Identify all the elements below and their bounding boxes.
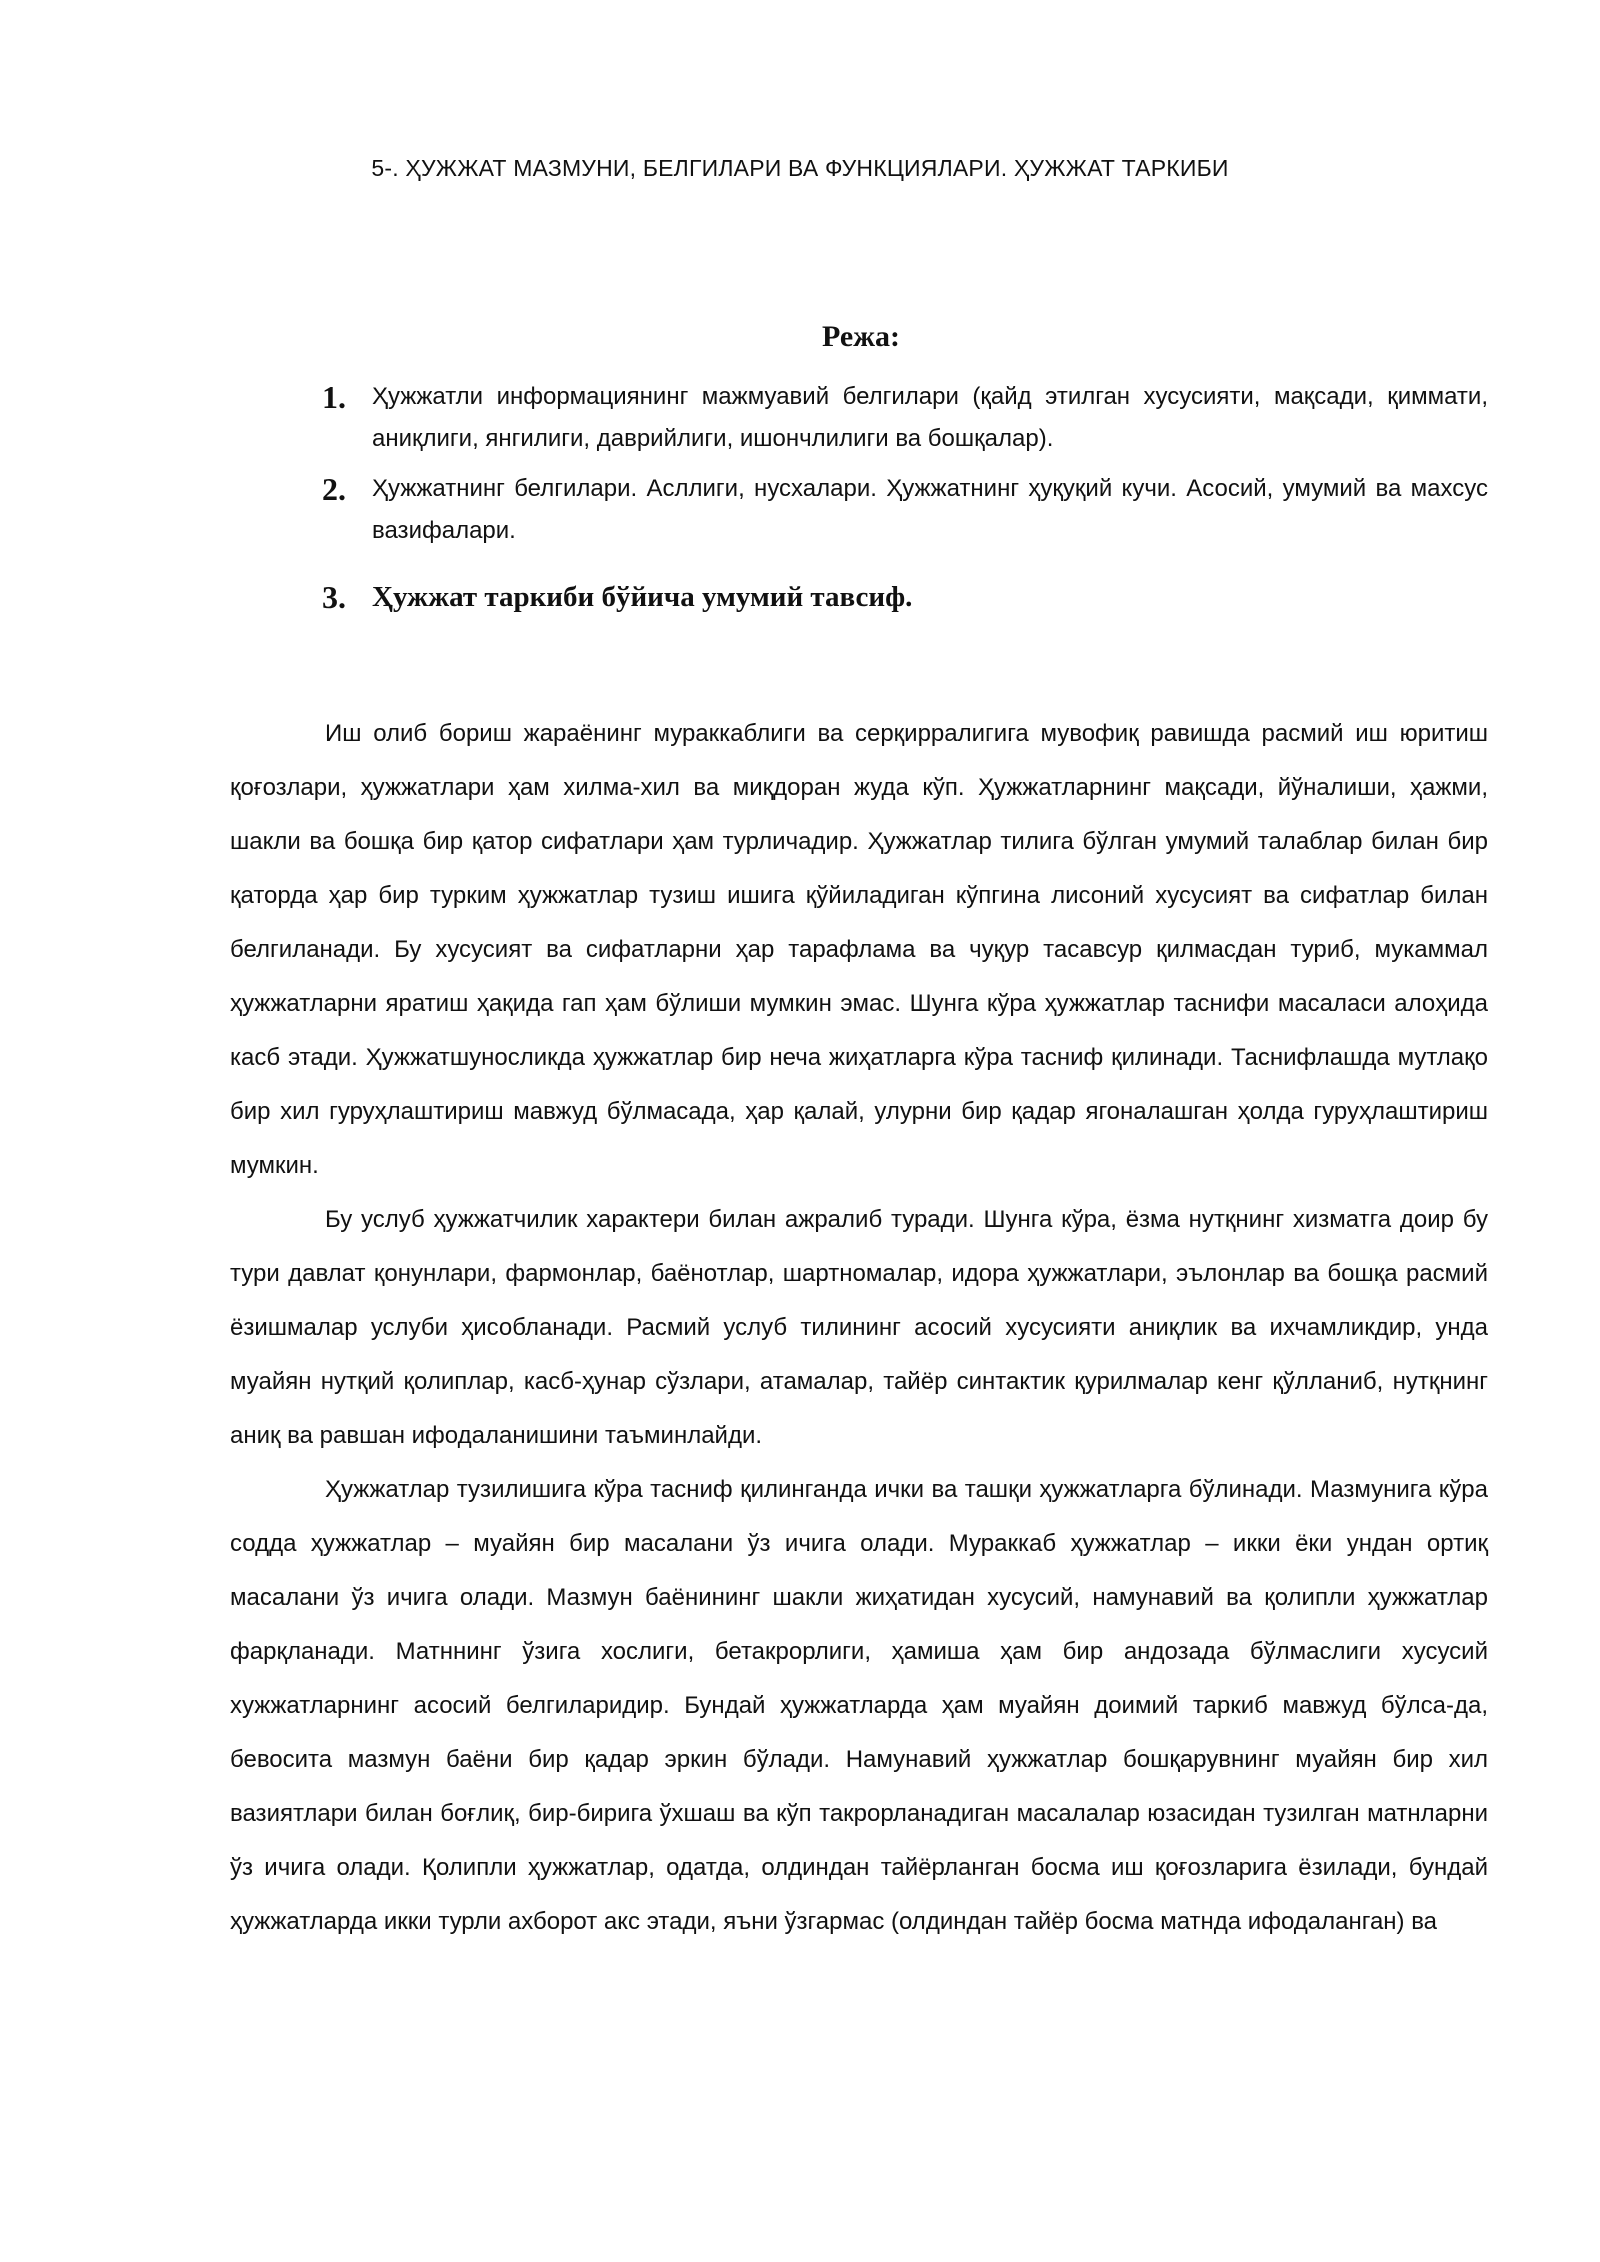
- plan-list: [322, 376, 1488, 628]
- plan-item-text: Ҳужжатнинг белгилари. Асллиги, нусхалари. Ҳужжатнинг ҳуқуқий кучи. Асосий, умумий ва махсус вазифалари.: [372, 475, 1488, 544]
- plan-item-text: Ҳужжатли информациянинг мажмуавий белгилари (қайд этилган хусусияти, мақсади, қиммати, аниқлиги, янгилиги, даврийлиги, ишончлилиги ва бошқалар).: [372, 383, 1488, 452]
- body-paragraph: Бу услуб ҳужжатчилик характери билан ажралиб туради. Шунга кўра, ёзма нутқнинг хизматга доир бу тури давлат қонунлари, фармонлар, баёнотлар, шартномалар, идора ҳужжатлари, эълонлар ва бошқа расмий ёзишмалар услуби ҳисобланади. Расмий услуб тилининг асосий хусусияти аниқлик ва ихчамликдир, унда муайян нутқий қолиплар, касб-ҳунар сўзлари, атамалар, тайёр синтактик қурилмалар кенг қўлланиб, нутқнинг аниқ ва равшан ифодаланишини таъминлайди.: [230, 1206, 1488, 1449]
- body-text: [230, 707, 1488, 1949]
- plan-item-number: 2.: [322, 471, 346, 507]
- plan-item-number: 3.: [322, 579, 346, 615]
- plan-item-number: 1.: [322, 379, 346, 415]
- plan-item: [322, 376, 1488, 460]
- plan-item: [322, 468, 1488, 552]
- plan-item-text: Ҳужжат таркиби бўйича умумий тавсиф.: [372, 581, 913, 613]
- body-paragraph: Иш олиб бориш жараёнинг мураккаблиги ва серқирралигига мувофиқ равишда расмий иш юритиш қоғозлари, ҳужжатлари ҳам хилма-хил ва миқдоран жуда кўп. Ҳужжатларнинг мақсади, йўналиши, ҳажми, шакли ва бошқа бир қатор сифатлари ҳам турличадир. Ҳужжатлар тилига бўлган умумий талаблар билан бир қаторда ҳар бир турким ҳужжатлар тузиш ишига қўйиладиган кўпгина лисоний хусусият ва сифатлар билан белгиланади. Бу хусусият ва сифатларни ҳар тарафлама ва чуқур тасавсур қилмасдан туриб, мукаммал ҳужжатларни яратиш ҳақида гап ҳам бўлиши мумкин эмас. Шунга кўра ҳужжатлар таснифи масаласи алоҳида касб этади. Ҳужжатшуносликда ҳужжатлар бир неча жиҳатларга кўра тасниф қилинади. Таснифлашда мутлақо бир хил гуруҳлаштириш мавжуд бўлмасада, ҳар қалай, улурни бир қадар ягоналашган ҳолда гуруҳлаштириш мумкин.: [230, 720, 1488, 1179]
- document-title: 5-. ҲУЖЖАТ МАЗМУНИ, БЕЛГИЛАРИ ВА ФУНКЦИЯЛАРИ. ҲУЖЖАТ ТАРКИБИ: [371, 155, 1229, 181]
- plan-heading: Режа:: [822, 320, 900, 353]
- body-paragraph: Ҳужжатлар тузилишига кўра тасниф қилинганда ички ва ташқи ҳужжатларга бўлинади. Мазмунига кўра содда ҳужжатлар – муайян бир масалани ўз ичига олади. Мураккаб ҳужжатлар – икки ёки ундан ортиқ масалани ўз ичига олади. Мазмун баёнининг шакли жиҳатидан хусусий, намунавий ва қолипли ҳужжатлар фарқланади. Матннинг ўзига хослиги, бетакрорлиги, ҳамиша ҳам бир андозада бўлмаслиги хусусий хужжатларнинг асосий белгиларидир. Бундай ҳужжатларда ҳам муайян доимий таркиб мавжуд бўлса-да, бевосита мазмун баёни бир қадар эркин бўлади. Намунавий ҳужжатлар бошқарувнинг муайян бир хил вазиятлари билан боғлиқ, бир-бирига ўхшаш ва кўп такрорланадиган масалалар юзасидан тузилган матнларни ўз ичига олади. Қолипли ҳужжатлар, одатда, олдиндан тайёрланган босма иш қоғозларига ёзилади, бундай ҳужжатларда икки турли ахборот акс этади, яъни ўзгармас (олдиндан тайёр босма матнда ифодаланган) ва: [230, 1476, 1488, 1935]
- plan-item: [322, 576, 1488, 620]
